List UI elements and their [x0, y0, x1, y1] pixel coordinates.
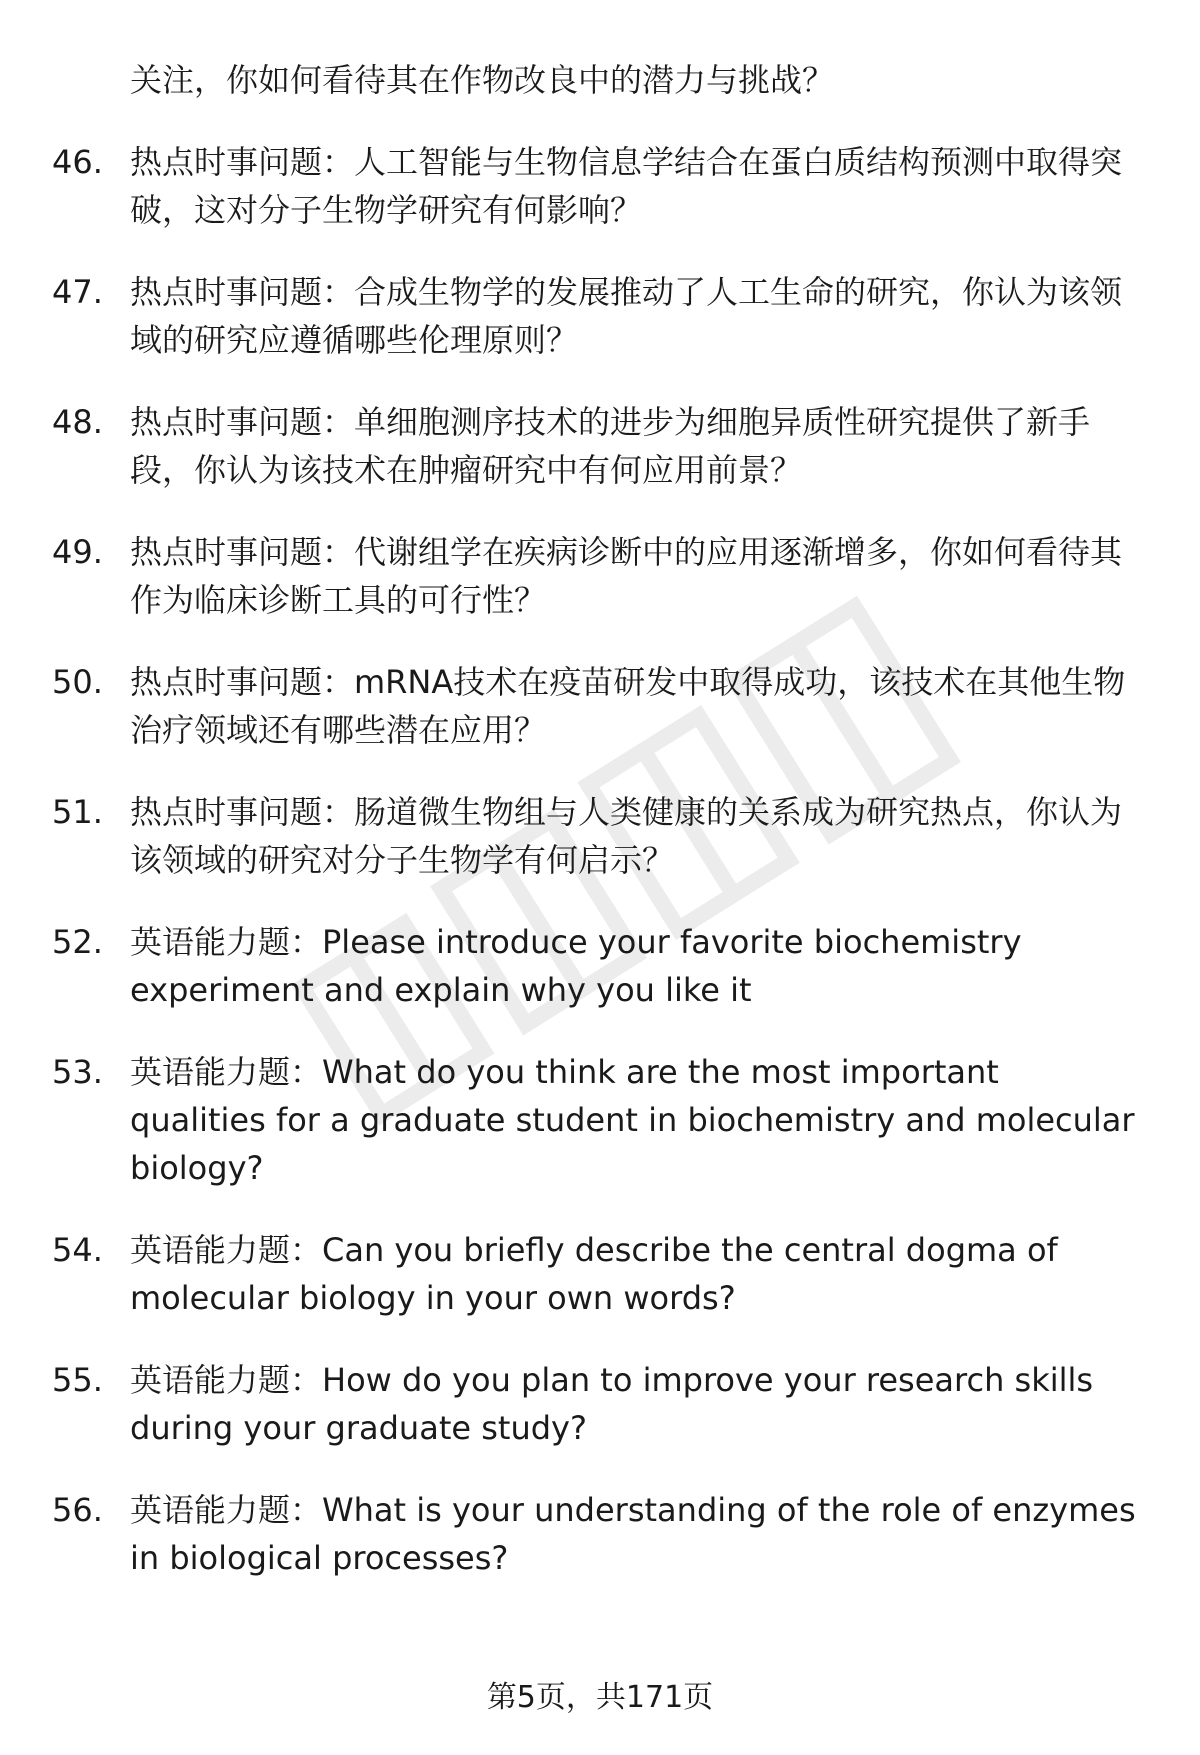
question-number: 46.: [52, 143, 103, 181]
question-48: [52, 398, 1142, 494]
question-47: [52, 268, 1142, 364]
question-text: 热点时事问题：人工智能与生物信息学结合在蛋白质结构预测中取得突破，这对分子生物学研究有何影响？: [130, 143, 1123, 229]
question-text: 英语能力题：What is your understanding of the role of enzymes in biological processes?: [130, 1491, 1136, 1577]
question-55: [52, 1356, 1142, 1452]
question-number: 54.: [52, 1231, 103, 1269]
question-number: 48.: [52, 403, 103, 441]
question-number: 53.: [52, 1053, 103, 1091]
question-52: [52, 918, 1142, 1014]
question-49: [52, 528, 1142, 624]
question-text: 热点时事问题：mRNA技术在疫苗研发中取得成功，该技术在其他生物治疗领域还有哪些潜在应用？: [130, 663, 1126, 749]
question-text: 热点时事问题：单细胞测序技术的进步为细胞异质性研究提供了新手段，你认为该技术在肿瘤研究中有何应用前景？: [130, 403, 1091, 489]
question-50: [52, 658, 1142, 754]
question-number: 50.: [52, 663, 103, 701]
continued-text: 关注，你如何看待其在作物改良中的潜力与挑战？: [130, 61, 835, 99]
question-53: [52, 1048, 1142, 1192]
question-number: 51.: [52, 793, 103, 831]
question-56: [52, 1486, 1142, 1582]
question-text: 英语能力题：How do you plan to improve your research skills during your graduate study?: [130, 1361, 1094, 1447]
page-footer: 第5页，共171页: [486, 1680, 714, 1715]
question-text: 热点时事问题：肠道微生物组与人类健康的关系成为研究热点，你认为该领域的研究对分子生物学有何启示？: [130, 793, 1123, 879]
question-text: 热点时事问题：合成生物学的发展推动了人工生命的研究，你认为该领域的研究应遵循哪些伦理原则？: [130, 273, 1123, 359]
question-text: 英语能力题：Please introduce your favorite biochemistry experiment and explain why you like it: [130, 923, 1022, 1009]
question-51: [52, 788, 1142, 884]
question-number: 56.: [52, 1491, 103, 1529]
question-54: [52, 1226, 1142, 1322]
question-number: 55.: [52, 1361, 103, 1399]
question-number: 47.: [52, 273, 103, 311]
question-number: 49.: [52, 533, 103, 571]
question-46: [52, 138, 1142, 234]
question-text: 英语能力题：What do you think are the most important qualities for a graduate student in biochemistry and molecular biology?: [130, 1053, 1135, 1187]
question-number: 52.: [52, 923, 103, 961]
question-text: 热点时事问题：代谢组学在疾病诊断中的应用逐渐增多，你如何看待其作为临床诊断工具的可行性？: [130, 533, 1123, 619]
question-list: [52, 56, 1142, 1616]
question-text: 英语能力题：Can you briefly describe the central dogma of molecular biology in your own words?: [130, 1231, 1058, 1317]
